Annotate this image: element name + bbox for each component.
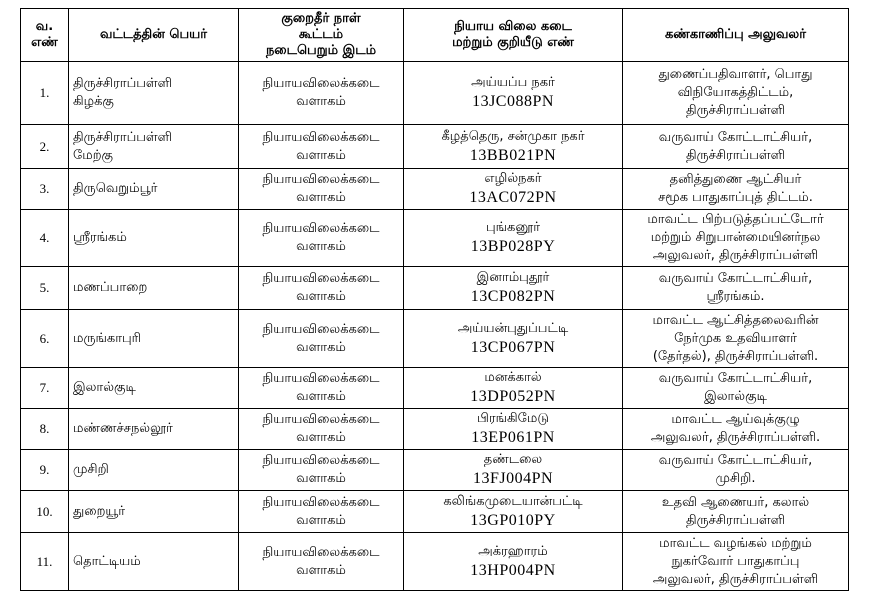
header-row: [21, 9, 849, 62]
serial-number-cell: [21, 491, 69, 533]
serial-number-cell: [21, 267, 69, 310]
monitoring-officer-cell-line: சமூக பாதுகாப்புத் திட்டம்.: [658, 190, 813, 205]
table-row: [21, 210, 849, 267]
taluk-name-cell: [69, 450, 239, 491]
table-row: [21, 409, 849, 450]
serial-number-cell: [21, 533, 69, 591]
ration-shop-cell-line: 13CP067PN: [470, 338, 556, 356]
ration-shop-cell-line: கீழத்தெரு, சன்முகா நகர்: [441, 128, 585, 144]
meeting-venue-cell-line: வளாகம்: [296, 562, 346, 578]
monitoring-officer-cell: [623, 210, 849, 267]
taluk-name-cell-line: மணப்பாறை: [73, 280, 148, 295]
serial-number-cell-line: 2.: [39, 138, 50, 154]
serial-number-cell-line: 4.: [39, 230, 50, 245]
meeting-venue-cell-line: வளாகம்: [296, 339, 346, 355]
meeting-venue-cell-line: நியாயவிலைக்கடை: [262, 371, 380, 386]
taluk-name-cell-line: இலால்குடி: [73, 380, 136, 395]
monitoring-officer-cell-line: வருவாய் கோட்டாட்சியர்,: [658, 271, 813, 286]
meeting-venue-cell-line: வளாகம்: [296, 512, 346, 528]
ration-shop-cell-line: புங்கனூர்: [485, 220, 541, 235]
taluk-name-cell: [69, 533, 239, 591]
ration-shop-cell-line: மனக்கால்: [484, 370, 542, 385]
serial-number-cell: [21, 310, 69, 368]
meeting-venue-cell-line: நியாயவிலைக்கடை: [262, 453, 380, 468]
serial-number-cell-line: 7.: [39, 380, 50, 395]
meeting-venue-cell: [239, 450, 404, 491]
taluk-name-cell-line: முசிறி: [73, 462, 109, 477]
ration-shop-cell: [404, 368, 623, 409]
table-row: [21, 169, 849, 210]
meeting-venue-cell: [239, 125, 404, 169]
monitoring-officer-cell: [623, 533, 849, 591]
monitoring-officer-cell-line: வருவாய் கோட்டாட்சியர்,: [658, 453, 813, 468]
serial-number-cell-line: 3.: [39, 181, 50, 196]
monitoring-officer-cell: [623, 125, 849, 169]
taluk-name-cell: [69, 210, 239, 267]
table-row: [21, 62, 849, 125]
taluk-name-cell: [69, 267, 239, 310]
taluk-name-cell: [69, 62, 239, 125]
ration-shop-cell: [404, 310, 623, 368]
monitoring-officer-cell-line: உதவி ஆணையர், கலால்: [661, 494, 810, 510]
meeting-venue-cell-line: வளாகம்: [296, 289, 346, 304]
ration-shop-cell-line: அய்யன்புதுப்பட்டி: [457, 320, 569, 336]
meeting-venue-cell-line: நியாயவிலைக்கடை: [262, 412, 380, 427]
taluk-name-cell-line: திருச்சிராப்பள்ளி: [73, 129, 173, 145]
table-row: [21, 491, 849, 533]
ration-shop-cell: [404, 491, 623, 533]
taluk-name-cell-line: தொட்டியம்: [73, 553, 141, 569]
meeting-venue-cell-line: நியாயவிலைக்கடை: [262, 172, 380, 187]
meeting-venue-cell: [239, 491, 404, 533]
meeting-venue-cell-line: நியாயவிலைக்கடை: [262, 271, 380, 286]
meeting-venue-cell-line: நியாயவிலைக்கடை: [262, 129, 380, 145]
taluk-name-cell-line: திருச்சிராப்பள்ளி: [73, 76, 173, 91]
monitoring-officer-cell-line: மாவட்ட வழங்கல் மற்றும்: [659, 535, 812, 551]
table-row: [21, 310, 849, 368]
meeting-venue-cell: [239, 210, 404, 267]
header-meeting-venue: குறைதீர் நாள் கூட்டம் நடைபெறும் இடம்: [239, 9, 404, 62]
monitoring-officer-cell-line: (தேர்தல்), திருச்சிராப்பள்ளி.: [652, 348, 819, 364]
monitoring-officer-cell-line: வருவாய் கோட்டாட்சியர்,: [658, 129, 813, 145]
ration-shop-cell: [404, 125, 623, 169]
meeting-venue-cell: [239, 62, 404, 125]
meeting-venue-cell-line: நியாயவிலைக்கடை: [262, 321, 380, 337]
taluk-name-cell-line: துறையூர்: [73, 503, 126, 519]
meeting-venue-cell: [239, 310, 404, 368]
meeting-venue-cell-line: நியாயவிலைக்கடை: [262, 221, 380, 236]
table-body: [21, 62, 849, 591]
monitoring-officer-cell-line: அலுவலர், திருச்சிராப்பள்ளி: [652, 571, 819, 587]
serial-number-cell: [21, 62, 69, 125]
table-row: [21, 368, 849, 409]
monitoring-officer-cell-line: இலால்குடி: [704, 389, 767, 404]
monitoring-officer-cell-line: துணைப்பதிவாளர், பொது: [658, 67, 813, 82]
ration-shop-cell: [404, 267, 623, 310]
serial-number-cell: [21, 368, 69, 409]
meeting-venue-cell: [239, 533, 404, 591]
serial-number-cell-line: 10.: [36, 503, 53, 519]
serial-number-cell: [21, 169, 69, 210]
serial-number-cell-line: 1.: [39, 85, 50, 100]
monitoring-officer-cell-line: நுகர்வோர் பாதுகாப்பு: [671, 553, 800, 569]
serial-number-cell: [21, 210, 69, 267]
monitoring-officer-cell: [623, 310, 849, 368]
taluk-name-cell-line: திருவெறும்பூர்: [73, 181, 158, 196]
table-row: [21, 533, 849, 591]
taluk-name-cell-line: கிழக்கு: [73, 94, 114, 109]
monitoring-officer-cell: [623, 409, 849, 450]
serial-number-cell-line: 9.: [39, 462, 50, 477]
serial-number-cell: [21, 450, 69, 491]
monitoring-officer-cell-line: மாவட்ட பிற்படுத்தப்பட்டோர்: [647, 212, 824, 227]
meeting-venue-cell-line: வளாகம்: [296, 147, 346, 163]
taluk-name-cell: [69, 368, 239, 409]
taluk-name-cell: [69, 169, 239, 210]
ration-shop-cell-line: 13CP082PN: [470, 288, 556, 305]
header-ration-shop-code: நியாய விலை கடை மற்றும் குறியீடு எண்: [404, 9, 623, 62]
meeting-venue-cell: [239, 409, 404, 450]
ration-shop-cell: [404, 409, 623, 450]
serial-number-cell-line: 5.: [39, 280, 50, 295]
serial-number-cell: [21, 409, 69, 450]
taluk-name-cell-line: ஸ்ரீரங்கம்: [73, 230, 127, 245]
table-row: [21, 450, 849, 491]
monitoring-officer-cell: [623, 169, 849, 210]
header-monitoring-officer: கண்காணிப்பு அலுவலர்: [623, 9, 849, 62]
meeting-venue-cell-line: வளாகம்: [296, 94, 346, 109]
meeting-venue-cell-line: நியாயவிலைக்கடை: [262, 494, 380, 510]
meeting-venue-cell: [239, 368, 404, 409]
monitoring-officer-cell-line: மாவட்ட ஆட்சித்தலைவரின்: [652, 312, 819, 328]
ration-shop-cell-line: 13EP061PN: [471, 429, 555, 446]
monitoring-officer-cell-line: முசிறி.: [715, 471, 756, 486]
ration-shop-cell-line: கலிங்கமுடையான்பட்டி: [443, 493, 583, 509]
ration-shop-cell: [404, 210, 623, 267]
taluk-name-cell: [69, 491, 239, 533]
taluk-name-cell-line: மேற்கு: [73, 147, 114, 163]
meeting-venue-cell: [239, 267, 404, 310]
serial-number-cell-line: 6.: [39, 330, 50, 346]
header-taluk-name: வட்டத்தின் பெயர்: [69, 9, 239, 62]
ration-shop-cell: [404, 533, 623, 591]
meeting-venue-cell: [239, 169, 404, 210]
meeting-venue-cell-line: நியாயவிலைக்கடை: [262, 544, 380, 560]
taluk-name-cell-line: மண்ணச்சநல்லூர்: [73, 421, 173, 436]
monitoring-officer-cell: [623, 450, 849, 491]
serial-number-cell-line: 11.: [36, 553, 53, 569]
table-row: [21, 267, 849, 310]
ration-shop-cell-line: 13BP028PY: [470, 238, 556, 255]
taluk-name-cell: [69, 409, 239, 450]
monitoring-officer-cell-line: அலுவலர், திருச்சிராப்பள்ளி: [652, 248, 819, 263]
table-row: [21, 125, 849, 169]
ration-shop-cell-line: 13AC072PN: [469, 189, 557, 206]
meeting-venue-cell-line: வளாகம்: [296, 239, 346, 254]
ration-shop-cell-line: அய்யப்ப நகர்: [471, 75, 555, 90]
monitoring-officer-cell-line: திருச்சிராப்பள்ளி: [685, 147, 786, 163]
monitoring-officer-cell-line: திருச்சிராப்பள்ளி: [685, 103, 786, 118]
ration-shop-cell-line: 13DP052PN: [470, 388, 556, 405]
meeting-venue-cell-line: வளாகம்: [296, 471, 346, 486]
header-serial-number: வ. எண்: [21, 9, 69, 62]
ration-shop-cell-line: தண்டலை: [483, 452, 543, 467]
ration-shop-cell: [404, 169, 623, 210]
monitoring-officer-cell-line: விநியோகத்திட்டம்,: [677, 85, 794, 100]
monitoring-officer-cell-line: திருச்சிராப்பள்ளி: [685, 512, 786, 528]
ration-shop-cell-line: 13HP004PN: [470, 561, 556, 579]
ration-shop-cell: [404, 450, 623, 491]
ration-shop-cell: [404, 62, 623, 125]
ration-shop-cell-line: 13FJ004PN: [472, 470, 554, 487]
table-header: [21, 9, 849, 62]
taluk-name-cell: [69, 125, 239, 169]
monitoring-officer-cell-line: மற்றும் சிறுபான்மையினர்நல: [650, 230, 821, 245]
monitoring-officer-cell-line: அலுவலர், திருச்சிராப்பள்ளி.: [650, 430, 821, 445]
ration-shop-cell-line: 13GP010PY: [470, 511, 556, 529]
ration-shop-cell-line: பிரங்கிமேடு: [477, 411, 549, 426]
taluk-name-cell-line: மருங்காபுரி: [73, 330, 142, 346]
serial-number-cell-line: 8.: [39, 421, 50, 436]
monitoring-officer-cell-line: வருவாய் கோட்டாட்சியர்,: [658, 371, 813, 386]
meeting-venue-cell-line: வளாகம்: [296, 430, 346, 445]
monitoring-officer-cell-line: நேர்முக உதவியாளர்: [674, 330, 797, 346]
meeting-venue-cell-line: வளாகம்: [296, 190, 346, 205]
ration-shop-cell-line: 13JC088PN: [472, 93, 554, 110]
serial-number-cell: [21, 125, 69, 169]
ration-shop-cell-line: இனாம்புதூர்: [476, 270, 550, 285]
monitoring-officer-cell: [623, 62, 849, 125]
meeting-venue-cell-line: வளாகம்: [296, 389, 346, 404]
ration-shop-cell-line: எழில்நகர்: [484, 171, 542, 186]
ration-shop-cell-line: அக்ரஹாரம்: [478, 543, 548, 559]
monitoring-officer-cell: [623, 368, 849, 409]
meeting-venue-cell-line: நியாயவிலைக்கடை: [262, 76, 380, 91]
ration-shop-cell-line: 13BB021PN: [469, 146, 557, 164]
taluk-name-cell: [69, 310, 239, 368]
monitoring-officer-cell-line: ஸ்ரீரங்கம்.: [706, 289, 765, 304]
monitoring-officer-cell: [623, 491, 849, 533]
monitoring-officer-cell: [623, 267, 849, 310]
monitoring-officer-cell-line: தனித்துணை ஆட்சியர்: [669, 172, 802, 187]
monitoring-officer-cell-line: மாவட்ட ஆய்வுக்குழு: [671, 412, 800, 427]
grievance-meeting-table: [20, 8, 849, 591]
